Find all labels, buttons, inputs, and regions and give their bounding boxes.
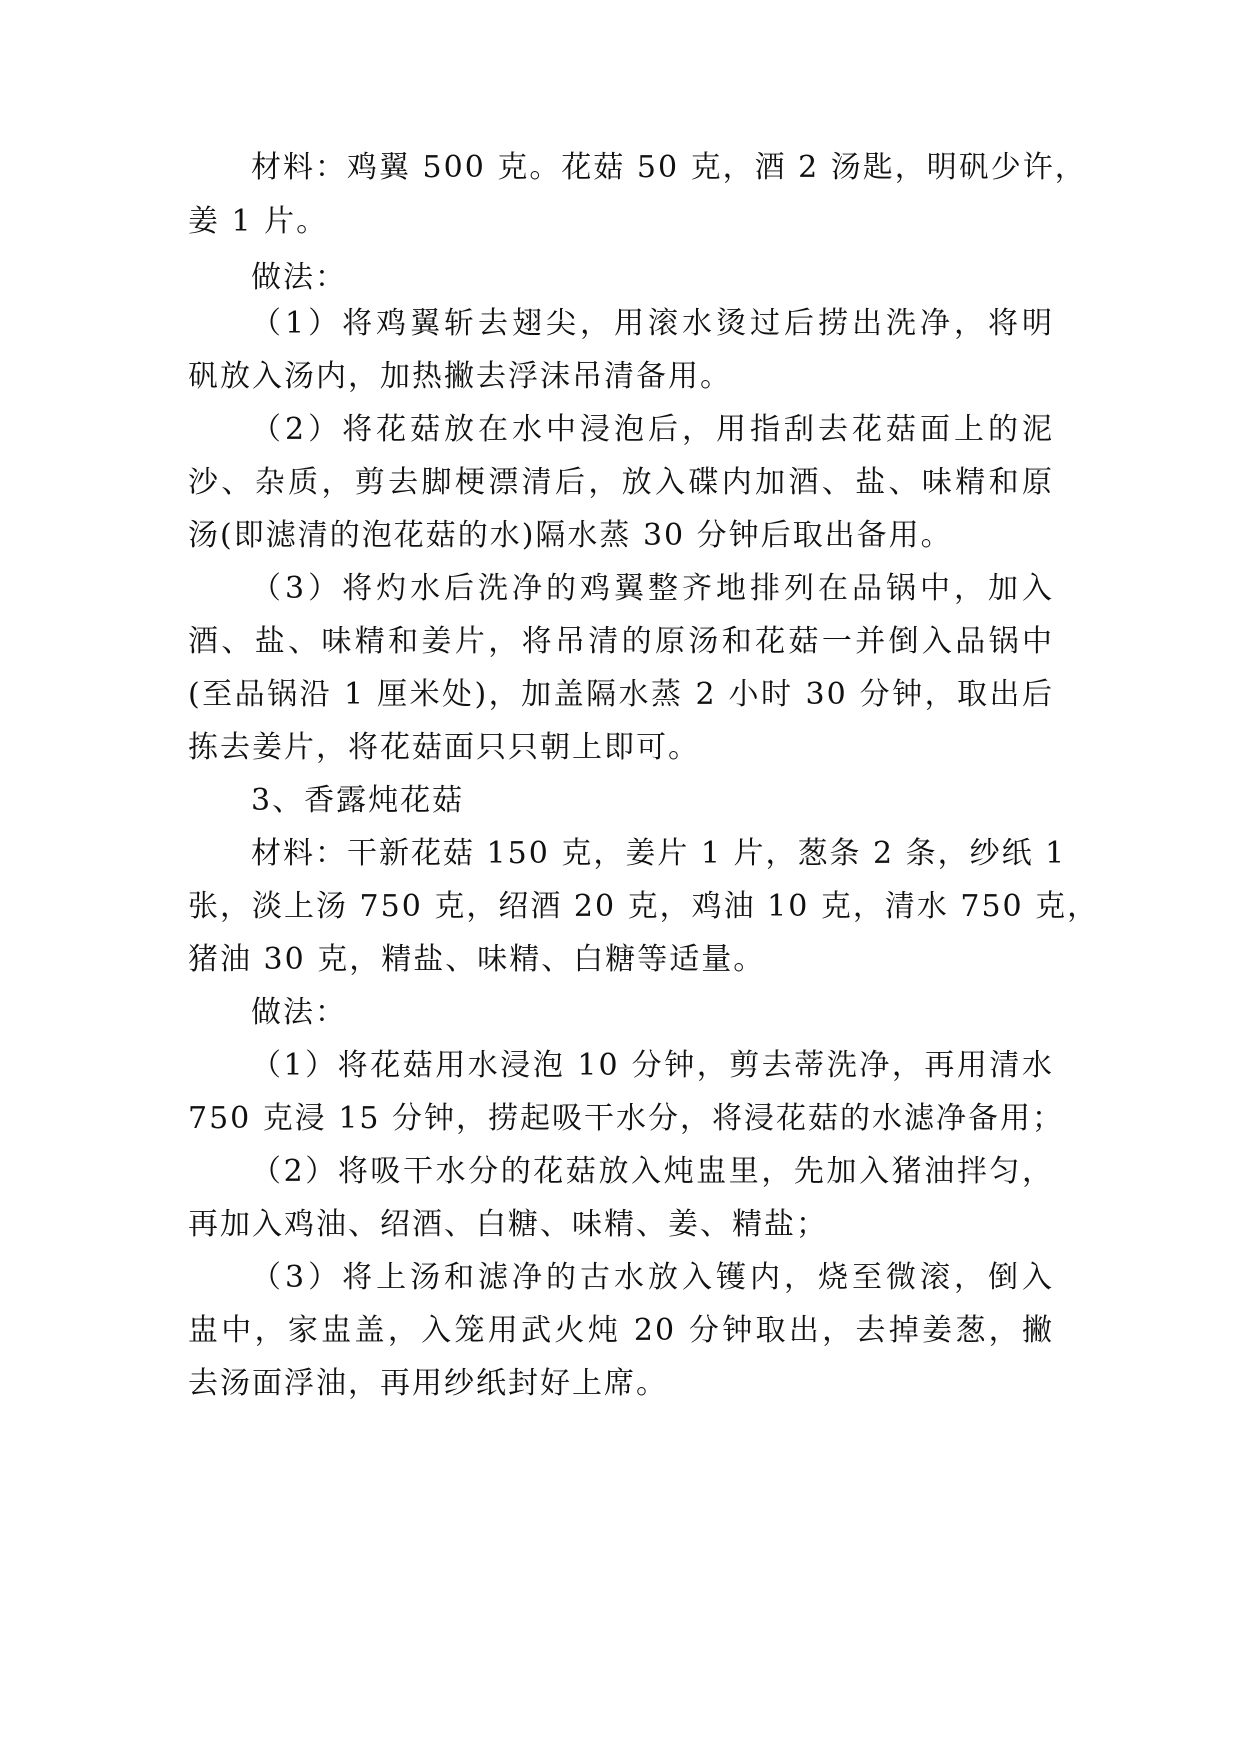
text-line: 材料：干新花菇 150 克，姜片 1 片，葱条 2 条，纱纸 1: [251, 836, 1067, 871]
text-line: 猪油 30 克，精盐、味精、白糖等适量。: [188, 942, 766, 977]
text-line: (至品锅沿 1 厘米处)，加盖隔水蒸 2 小时 30 分钟，取出后: [188, 677, 1054, 712]
text-line: 拣去姜片，将花菇面只只朝上即可。: [188, 730, 700, 765]
text-line: 盅中，家盅盖，入笼用武火炖 20 分钟取出，去掉姜葱，撇: [188, 1313, 1054, 1348]
text-line: 沙、杂质，剪去脚梗漂清后，放入碟内加酒、盐、味精和原: [188, 465, 1054, 500]
text-line: （3）将上汤和滤净的古水放入镬内，烧至微滚，倒入: [251, 1260, 1054, 1295]
text-line: 去汤面浮油，再用纱纸封好上席。: [188, 1366, 668, 1401]
text-line: （2）将吸干水分的花菇放入炖盅里，先加入猪油拌匀，: [251, 1154, 1054, 1189]
text-line: 张，淡上汤 750 克，绍酒 20 克，鸡油 10 克，清水 750 克，: [188, 889, 1100, 924]
text-line: 做法：: [251, 260, 347, 295]
text-line: 姜 1 片。: [188, 204, 329, 239]
text-line: （1）将鸡翼斩去翅尖，用滚水烫过后捞出洗净，将明: [251, 306, 1054, 341]
text-line: 材料：鸡翼 500 克。花菇 50 克，酒 2 汤匙，明矾少许，: [251, 150, 1087, 185]
text-line: 再加入鸡油、绍酒、白糖、味精、姜、精盐；: [188, 1207, 828, 1242]
text-line: （2）将花菇放在水中浸泡后，用指刮去花菇面上的泥: [251, 412, 1054, 447]
text-line: 酒、盐、味精和姜片，将吊清的原汤和花菇一并倒入品锅中: [188, 624, 1054, 659]
text-line: 矾放入汤内，加热撇去浮沫吊清备用。: [188, 359, 732, 394]
text-line: （1）将花菇用水浸泡 10 分钟，剪去蒂洗净，再用清水: [251, 1048, 1054, 1083]
text-line: （3）将灼水后洗净的鸡翼整齐地排列在品锅中，加入: [251, 571, 1054, 606]
text-line: 汤(即滤清的泡花菇的水)隔水蒸 30 分钟后取出备用。: [188, 518, 953, 553]
text-line: 做法：: [251, 995, 347, 1030]
text-line: 750 克浸 15 分钟，捞起吸干水分，将浸花菇的水滤净备用；: [188, 1101, 1065, 1136]
section-heading: 3、香露炖花菇: [251, 783, 465, 818]
